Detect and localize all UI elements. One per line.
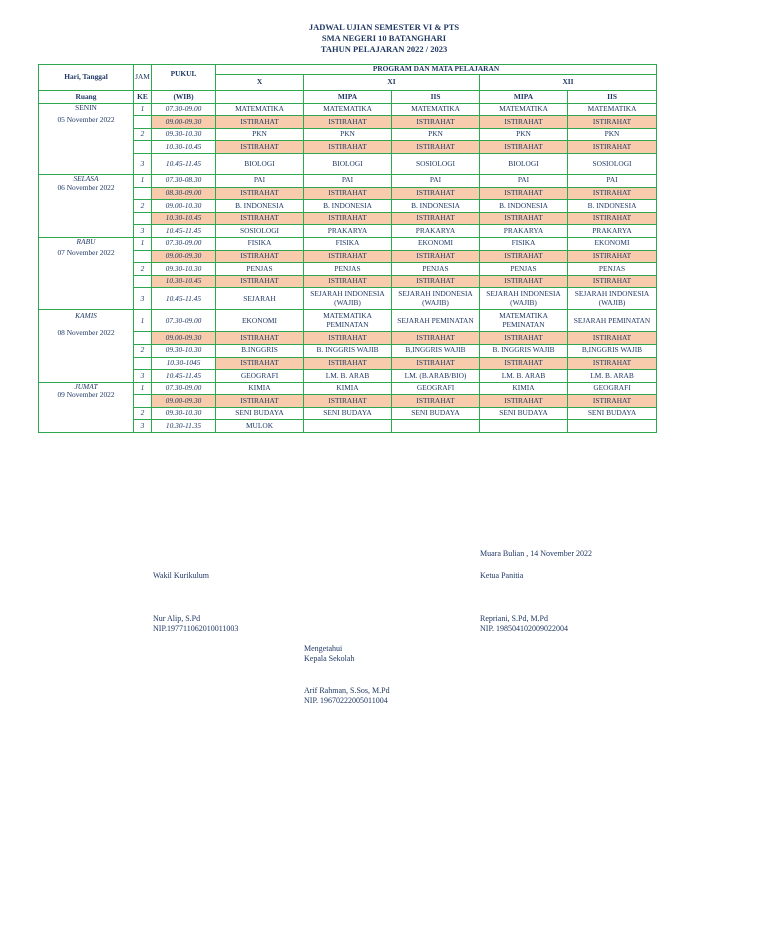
- subject-x: PAI: [216, 174, 304, 187]
- subject-x: GEOGRAFI: [216, 370, 304, 383]
- header-program: PROGRAM DAN MATA PELAJARAN: [216, 65, 657, 75]
- title-line-1: JADWAL UJIAN SEMESTER VI & PTS: [308, 22, 460, 32]
- jam-ke: 2: [134, 407, 152, 420]
- subject-xi-iis: ISTIRAHAT: [392, 116, 480, 129]
- subject-xii-mipa: ISTIRAHAT: [480, 250, 568, 263]
- subject-xii-iis: MATEMATIKA: [568, 103, 657, 116]
- subject-x: ISTIRAHAT: [216, 187, 304, 200]
- subject-x: ISTIRAHAT: [216, 275, 304, 288]
- kepala-name: Arif Rahman, S.Sos, M.Pd: [304, 686, 390, 695]
- subject-xi-mipa: PAI: [304, 174, 392, 187]
- subject-xii-iis: SENI BUDAYA: [568, 407, 657, 420]
- subject-xi-mipa: SEJARAH INDONESIA (WAJIB): [304, 288, 392, 310]
- subject-xi-iis: B. INDONESIA: [392, 200, 480, 213]
- time-cell: 10.30-10.45: [152, 275, 216, 288]
- subject-xii-mipa: KIMIA: [480, 382, 568, 395]
- subject-xi-iis: ISTIRAHAT: [392, 187, 480, 200]
- subject-x: MULOK: [216, 420, 304, 433]
- title-line-2: SMA NEGERI 10 BATANGHARI: [321, 33, 447, 43]
- subject-xii-iis: ISTIRAHAT: [568, 395, 657, 408]
- subject-x: ISTIRAHAT: [216, 141, 304, 154]
- subject-xii-mipa: ISTIRAHAT: [480, 395, 568, 408]
- jam-ke: 1: [134, 382, 152, 395]
- jam-ke: 2: [134, 200, 152, 213]
- subject-xi-mipa: LM. B. ARAB: [304, 370, 392, 383]
- day-cell-jumat: [39, 382, 134, 432]
- subject-xi-mipa: [304, 420, 392, 433]
- time-cell: 07.30-09.00: [152, 237, 216, 250]
- header-pukul: PUKUL: [152, 65, 216, 91]
- subject-xi-mipa: ISTIRAHAT: [304, 332, 392, 345]
- exam-schedule-table: [38, 64, 657, 433]
- subject-xi-mipa: B. INDONESIA: [304, 200, 392, 213]
- header-ke: KE: [134, 91, 152, 104]
- jam-ke: 2: [134, 128, 152, 141]
- subject-xii-iis: ISTIRAHAT: [568, 275, 657, 288]
- time-cell: 07.30-08.30: [152, 174, 216, 187]
- day-name: RABU: [76, 237, 96, 246]
- subject-xi-iis: PAI: [392, 174, 480, 187]
- ketua-name: Repriani, S.Pd, M.Pd: [480, 614, 549, 623]
- subject-xi-mipa: B. INGGRIS WAJIB: [304, 344, 392, 357]
- time-cell: 07.30-09.00: [152, 103, 216, 116]
- subject-x: SENI BUDAYA: [216, 407, 304, 420]
- subject-x: ISTIRAHAT: [216, 332, 304, 345]
- subject-xi-mipa: SENI BUDAYA: [304, 407, 392, 420]
- mengetahui-label: Mengetahui: [304, 644, 343, 653]
- header-wib: (WIB): [152, 91, 216, 104]
- day-date: 07 November 2022: [57, 247, 115, 257]
- time-cell: 10.30-11.35: [152, 420, 216, 433]
- subject-x: ISTIRAHAT: [216, 116, 304, 129]
- subject-xi-iis: SENI BUDAYA: [392, 407, 480, 420]
- subject-xii-mipa: ISTIRAHAT: [480, 187, 568, 200]
- subject-xi-mipa: MATEMATIKA: [304, 103, 392, 116]
- subject-xi-mipa: BIOLOGI: [304, 153, 392, 174]
- subject-xi-iis: SOSIOLOGI: [392, 153, 480, 174]
- jam-ke: 3: [134, 225, 152, 238]
- subject-x: FISIKA: [216, 237, 304, 250]
- subject-xi-mipa: PKN: [304, 128, 392, 141]
- time-cell: 10.45-11.45: [152, 225, 216, 238]
- subject-xii-iis: EKONOMI: [568, 237, 657, 250]
- header-xii-mipa: MIPA: [480, 91, 568, 104]
- subject-xii-mipa: ISTIRAHAT: [480, 357, 568, 370]
- subject-xi-mipa: ISTIRAHAT: [304, 212, 392, 225]
- day-name: SELASA: [73, 174, 99, 183]
- time-cell: 09.00-10.30: [152, 200, 216, 213]
- subject-xi-iis: EKONOMI: [392, 237, 480, 250]
- subject-xii-iis: ISTIRAHAT: [568, 250, 657, 263]
- subject-x: PKN: [216, 128, 304, 141]
- subject-xii-iis: SOSIOLOGI: [568, 153, 657, 174]
- jam-ke: 3: [134, 288, 152, 310]
- subject-xii-mipa: ISTIRAHAT: [480, 141, 568, 154]
- time-cell: 09.00-09.30: [152, 116, 216, 129]
- subject-xii-iis: B,INGGRIS WAJIB: [568, 344, 657, 357]
- subject-xii-iis: SEJARAH INDONESIA (WAJIB): [568, 288, 657, 310]
- subject-x: MATEMATIKA: [216, 103, 304, 116]
- subject-xii-mipa: B. INGGRIS WAJIB: [480, 344, 568, 357]
- subject-xii-mipa: B. INDONESIA: [480, 200, 568, 213]
- time-cell: 09.30-10.30: [152, 263, 216, 276]
- wakil-nip: NIP.197711062010011003: [153, 624, 239, 633]
- subject-x: ISTIRAHAT: [216, 212, 304, 225]
- subject-xi-iis: PENJAS: [392, 263, 480, 276]
- jam-ke: 2: [134, 263, 152, 276]
- header-xii-iis: IIS: [568, 91, 657, 104]
- subject-xii-iis: PRAKARYA: [568, 225, 657, 238]
- subject-x: PENJAS: [216, 263, 304, 276]
- subject-xi-iis: MATEMATIKA: [392, 103, 480, 116]
- jam-ke: [134, 141, 152, 154]
- header-jam: JAM: [134, 65, 152, 91]
- time-cell: 09.00-09.30: [152, 395, 216, 408]
- subject-xi-mipa: ISTIRAHAT: [304, 250, 392, 263]
- jam-ke: 1: [134, 103, 152, 116]
- subject-xii-iis: ISTIRAHAT: [568, 332, 657, 345]
- subject-xii-mipa: MATEMATIKA PEMINATAN: [480, 310, 568, 332]
- subject-xii-mipa: ISTIRAHAT: [480, 332, 568, 345]
- subject-xii-iis: PENJAS: [568, 263, 657, 276]
- subject-xii-iis: [568, 420, 657, 433]
- kepala-nip: NIP. 19670222005011004: [304, 696, 388, 705]
- subject-xi-mipa: FISIKA: [304, 237, 392, 250]
- subject-xii-mipa: ISTIRAHAT: [480, 212, 568, 225]
- header-x: X: [216, 75, 304, 91]
- subject-x: KIMIA: [216, 382, 304, 395]
- time-cell: 10.45-11.45: [152, 153, 216, 174]
- place-date: Muara Bulian , 14 November 2022: [480, 549, 592, 558]
- subject-x: SEJARAH: [216, 288, 304, 310]
- subject-xi-mipa: PENJAS: [304, 263, 392, 276]
- jam-ke: [134, 357, 152, 370]
- subject-xii-iis: B. INDONESIA: [568, 200, 657, 213]
- day-cell-rabu: [39, 237, 134, 309]
- subject-xi-mipa: ISTIRAHAT: [304, 141, 392, 154]
- jam-ke: 1: [134, 174, 152, 187]
- subject-xii-mipa: MATEMATIKA: [480, 103, 568, 116]
- subject-x: EKONOMI: [216, 310, 304, 332]
- day-date: 06 November 2022: [57, 182, 115, 192]
- time-cell: 08.30-09.00: [152, 187, 216, 200]
- jam-ke: [134, 250, 152, 263]
- subject-x: B. INDONESIA: [216, 200, 304, 213]
- table-row: [39, 237, 657, 250]
- subject-xi-mipa: MATEMATIKA PEMINATAN: [304, 310, 392, 332]
- header-xii: XII: [480, 75, 657, 91]
- subject-xii-iis: ISTIRAHAT: [568, 187, 657, 200]
- subject-x: ISTIRAHAT: [216, 250, 304, 263]
- subject-xi-iis: ISTIRAHAT: [392, 212, 480, 225]
- subject-xi-mipa: ISTIRAHAT: [304, 116, 392, 129]
- subject-x: ISTIRAHAT: [216, 357, 304, 370]
- subject-xi-iis: ISTIRAHAT: [392, 357, 480, 370]
- jam-ke: [134, 332, 152, 345]
- table-row: [39, 382, 657, 395]
- ketua-nip: NIP. 198504102009022004: [480, 624, 569, 633]
- jam-ke: [134, 116, 152, 129]
- subject-xi-iis: ISTIRAHAT: [392, 332, 480, 345]
- subject-xii-mipa: PENJAS: [480, 263, 568, 276]
- subject-xii-mipa: FISIKA: [480, 237, 568, 250]
- subject-xii-iis: GEOGRAFI: [568, 382, 657, 395]
- jam-ke: [134, 395, 152, 408]
- subject-xii-mipa: PRAKARYA: [480, 225, 568, 238]
- time-cell: 09.00-09.30: [152, 250, 216, 263]
- kepala-title: Kepala Sekolah: [304, 654, 355, 663]
- subject-xii-iis: PAI: [568, 174, 657, 187]
- time-cell: 09.00-09.30: [152, 332, 216, 345]
- jam-ke: 1: [134, 237, 152, 250]
- subject-xi-mipa: PRAKARYA: [304, 225, 392, 238]
- subject-xi-iis: GEOGRAFI: [392, 382, 480, 395]
- day-cell-selasa: [39, 174, 134, 237]
- jam-ke: 3: [134, 370, 152, 383]
- subject-xi-iis: B,INGGRIS WAJIB: [392, 344, 480, 357]
- subject-xii-mipa: LM. B. ARAB: [480, 370, 568, 383]
- subject-xii-mipa: SENI BUDAYA: [480, 407, 568, 420]
- jam-ke: 3: [134, 153, 152, 174]
- subject-x: SOSIOLOGI: [216, 225, 304, 238]
- subject-xii-iis: ISTIRAHAT: [568, 357, 657, 370]
- subject-xi-iis: ISTIRAHAT: [392, 250, 480, 263]
- subject-xii-mipa: ISTIRAHAT: [480, 275, 568, 288]
- subject-xii-mipa: ISTIRAHAT: [480, 116, 568, 129]
- time-cell: 10.30-10.45: [152, 141, 216, 154]
- wakil-name: Nur Alip, S.Pd: [153, 614, 201, 623]
- subject-x: ISTIRAHAT: [216, 395, 304, 408]
- time-cell: 10.30-1045: [152, 357, 216, 370]
- header-xi: XI: [304, 75, 480, 91]
- day-cell-senin: [39, 103, 134, 174]
- subject-xii-iis: ISTIRAHAT: [568, 212, 657, 225]
- time-cell: 07.30-09.00: [152, 310, 216, 332]
- jam-ke: 2: [134, 344, 152, 357]
- header-hari: Hari, Tanggal: [39, 65, 134, 91]
- subject-xii-mipa: [480, 420, 568, 433]
- subject-xi-mipa: ISTIRAHAT: [304, 357, 392, 370]
- table-row: [39, 174, 657, 187]
- subject-xi-mipa: ISTIRAHAT: [304, 395, 392, 408]
- header-xi-mipa: MIPA: [304, 91, 392, 104]
- day-name: JUMAT: [74, 382, 98, 391]
- subject-xii-mipa: PAI: [480, 174, 568, 187]
- ketua-title: Ketua Panitia: [480, 571, 524, 580]
- day-name: KAMIS: [75, 311, 97, 321]
- jam-ke: [134, 212, 152, 225]
- time-cell: 09.30-10.30: [152, 407, 216, 420]
- subject-x: B.INGGRIS: [216, 344, 304, 357]
- subject-xii-mipa: SEJARAH INDONESIA (WAJIB): [480, 288, 568, 310]
- header-x-blank: [216, 91, 304, 104]
- document-title: [0, 22, 768, 55]
- subject-xii-mipa: PKN: [480, 128, 568, 141]
- subject-xi-mipa: ISTIRAHAT: [304, 187, 392, 200]
- header-ruang: Ruang: [39, 91, 134, 104]
- subject-xi-iis: LM. (B.ARAB/BIO): [392, 370, 480, 383]
- jam-ke: 3: [134, 420, 152, 433]
- wakil-title: Wakil Kurikulum: [153, 571, 210, 580]
- day-date: 05 November 2022: [57, 115, 115, 125]
- subject-xi-iis: ISTIRAHAT: [392, 275, 480, 288]
- subject-xi-iis: ISTIRAHAT: [392, 395, 480, 408]
- time-cell: 09.30-10.30: [152, 128, 216, 141]
- subject-xii-iis: LM. B. ARAB: [568, 370, 657, 383]
- header-xi-iis: IIS: [392, 91, 480, 104]
- jam-ke: [134, 275, 152, 288]
- day-date: 08 November 2022: [57, 327, 115, 337]
- time-cell: 07.30-09.00: [152, 382, 216, 395]
- subject-xi-mipa: KIMIA: [304, 382, 392, 395]
- subject-xi-mipa: ISTIRAHAT: [304, 275, 392, 288]
- subject-x: BIOLOGI: [216, 153, 304, 174]
- title-line-3: TAHUN PELAJARAN 2022 / 2023: [320, 44, 448, 54]
- time-cell: 09.30-10.30: [152, 344, 216, 357]
- day-cell-kamis: [39, 310, 134, 382]
- subject-xi-iis: [392, 420, 480, 433]
- day-name: SENIN: [75, 103, 97, 112]
- table-row: [39, 310, 657, 332]
- subject-xi-iis: ISTIRAHAT: [392, 141, 480, 154]
- subject-xii-iis: PKN: [568, 128, 657, 141]
- time-cell: 10.30-10.45: [152, 212, 216, 225]
- subject-xi-iis: PRAKARYA: [392, 225, 480, 238]
- subject-xii-iis: SEJARAH PEMINATAN: [568, 310, 657, 332]
- subject-xi-iis: SEJARAH INDONESIA (WAJIB): [392, 288, 480, 310]
- subject-xii-iis: ISTIRAHAT: [568, 141, 657, 154]
- subject-xii-mipa: BIOLOGI: [480, 153, 568, 174]
- jam-ke: 1: [134, 310, 152, 332]
- table-row: [39, 103, 657, 116]
- subject-xii-iis: ISTIRAHAT: [568, 116, 657, 129]
- day-date: 09 November 2022: [57, 390, 115, 400]
- jam-ke: [134, 187, 152, 200]
- time-cell: 10.45-11.45: [152, 288, 216, 310]
- subject-xi-iis: PKN: [392, 128, 480, 141]
- subject-xi-iis: SEJARAH PEMINATAN: [392, 310, 480, 332]
- time-cell: 10.45-11.45: [152, 370, 216, 383]
